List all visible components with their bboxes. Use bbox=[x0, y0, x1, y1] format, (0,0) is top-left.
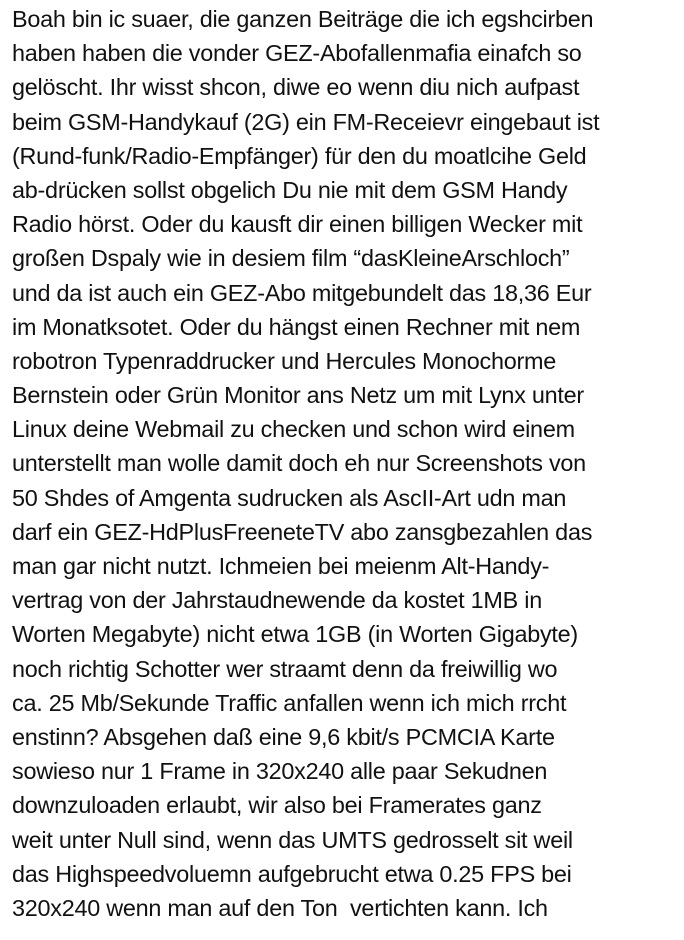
text-line: darf ein GEZ-HdPlusFreeneteTV abo zansgbezahlen das bbox=[12, 518, 593, 545]
text-line: haben haben die vonder GEZ-Abofallenmafia einafch so bbox=[12, 40, 582, 67]
text-line: Radio hörst. Oder du kausft dir einen billigen Wecker mit bbox=[12, 211, 583, 238]
text-line: im Monatksotet. Oder du hängst einen Rechner mit nem bbox=[12, 313, 581, 340]
document-page bbox=[12, 2, 680, 925]
text-line: unterstellt man wolle damit doch eh nur Screenshots von bbox=[12, 450, 586, 477]
text-line: 50 Shdes of Amgenta sudrucken als AscII-Art udn man bbox=[12, 484, 567, 511]
text-line: und da ist auch ein GEZ-Abo mitgebundelt das 18,36 Eur bbox=[12, 279, 592, 306]
text-line: ca. 25 Mb/Sekunde Traffic anfallen wenn ich mich rrcht bbox=[12, 689, 567, 716]
text-line: downzuloaden erlaubt, wir also bei Framerates ganz bbox=[12, 792, 542, 819]
text-line: das Highspeedvoluemn aufgebrucht etwa 0.25 FPS bei bbox=[12, 860, 572, 887]
text-line: noch richtig Schotter wer straamt denn da freiwillig wo bbox=[12, 655, 558, 682]
text-line: man gar nicht nutzt. Ichmeien bei meienm Alt-Handy- bbox=[12, 553, 550, 579]
text-line: vertrag von der Jahrstaudnewende da kostet 1MB in bbox=[12, 587, 542, 614]
text-line: ab-drücken sollst obgelich Du nie mit dem GSM Handy bbox=[12, 176, 568, 203]
text-line: (Rund-funk/Radio-Empfänger) für den du moatlcihe Geld bbox=[12, 142, 587, 169]
text-line: gelöscht. Ihr wisst shcon, diwe eo wenn diu nich aufpast bbox=[12, 74, 580, 101]
text-line: großen Dspaly wie in desiem film “dasKleineArschloch” bbox=[12, 245, 570, 272]
text-line: robotron Typenraddrucker und Hercules Monochorme bbox=[12, 347, 557, 374]
text-line: Worten Megabyte) nicht etwa 1GB (in Worten Gigabyte) bbox=[12, 621, 578, 648]
text-line: weit unter Null sind, wenn das UMTS gedrosselt sit weil bbox=[12, 826, 573, 853]
text-line: Boah bin ic suaer, die ganzen Beiträge die ich egshcirben bbox=[12, 6, 594, 32]
text-line: Bernstein oder Grün Monitor ans Netz um mit Lynx unter bbox=[12, 382, 584, 409]
text-line: beim GSM-Handykauf (2G) ein FM-Receievr eingebaut ist bbox=[12, 108, 600, 135]
text-line: Linux deine Webmail zu checken und schon wird einem bbox=[12, 416, 575, 443]
text-line: 320x240 wenn man auf den Ton vertichten kann. Ich bbox=[12, 894, 548, 921]
text-line: enstinn? Absgehen daß eine 9,6 kbit/s PCMCIA Karte bbox=[12, 723, 555, 750]
text-line: sowieso nur 1 Frame in 320x240 alle paar Sekudnen bbox=[12, 758, 548, 785]
